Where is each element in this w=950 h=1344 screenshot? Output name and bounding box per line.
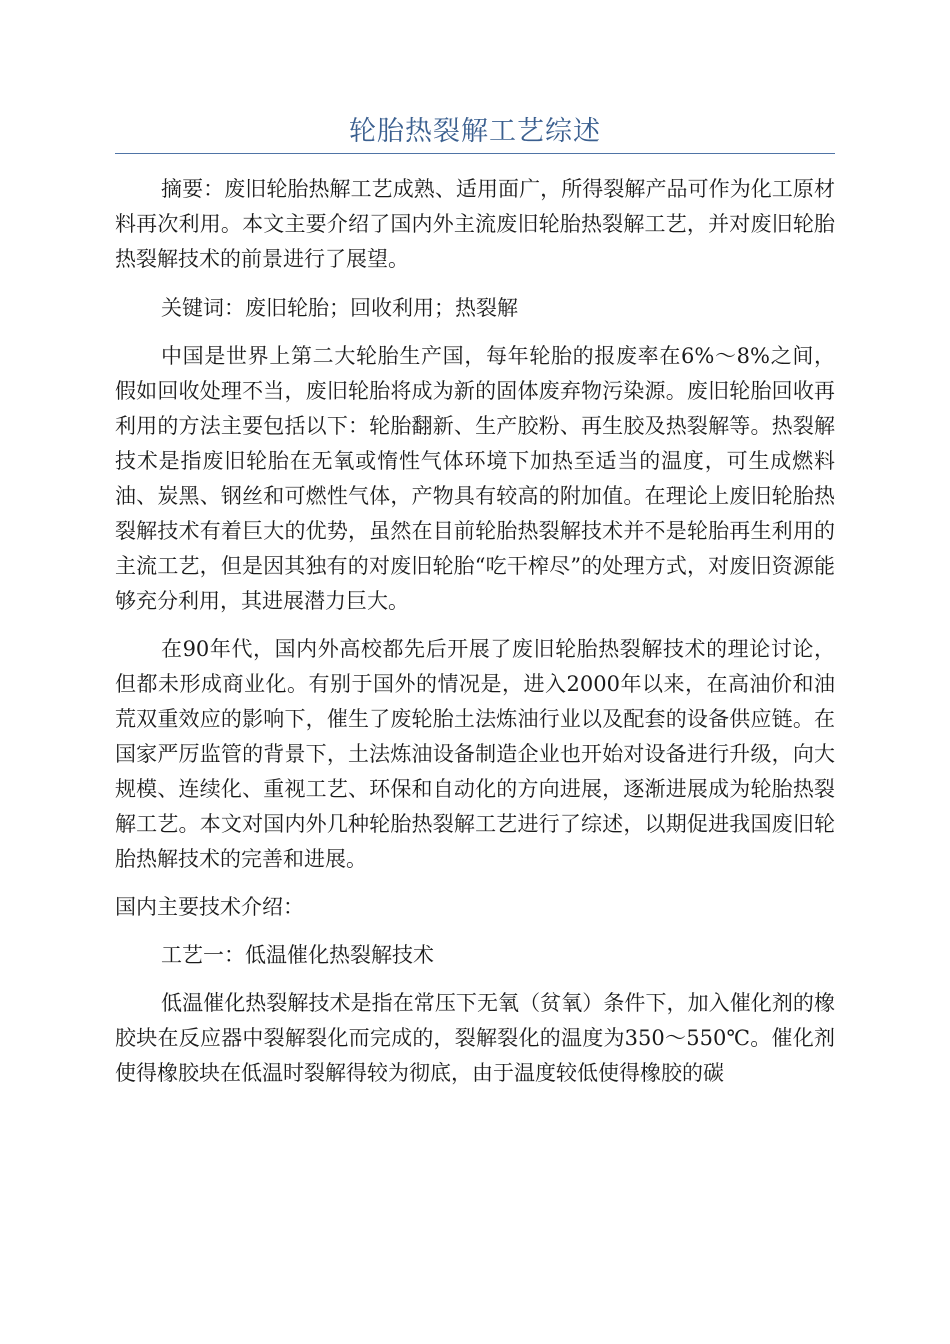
- document-title: 轮胎热裂解工艺综述: [349, 116, 601, 147]
- process-one-heading: 工艺一：低温催化热裂解技术: [161, 943, 434, 967]
- intro-paragraph: 中国是世界上第二大轮胎生产国，每年轮胎的报废率在6%～8%之间，假如回收处理不当，废旧轮胎将成为新的固体废弃物污染源。废旧轮胎回收再利用的方法主要包括以下：轮胎翻新、生产胶粉、再生胶及热裂解等。热裂解技术是指废旧轮胎在无氧或惰性气体环境下加热至适当的温度，可生成燃料油、炭黑、钢丝和可燃性气体，产物具有较高的附加值。在理论上废旧轮胎热裂解技术有着巨大的优势，虽然在目前轮胎热裂解技术并不是轮胎再生利用的主流工艺，但是因其独有的对废旧轮胎“吃干榨尽”的处理方式，对废旧资源能够充分利用，其进展潜力巨大。: [115, 344, 835, 613]
- title-underline: [115, 153, 835, 154]
- history-paragraph: 在90年代，国内外高校都先后开展了废旧轮胎热裂解技术的理论讨论，但都未形成商业化。有别于国外的情况是，进入2000年以来，在高油价和油荒双重效应的影响下，催生了废轮胎土法炼油行业以及配套的设备供应链。在国家严厉监管的背景下，土法炼油设备制造企业也开始对设备进行升级，向大规模、连续化、重视工艺、环保和自动化的方向进展，逐渐进展成为轮胎热裂解工艺。本文对国内外几种轮胎热裂解工艺进行了综述，以期促进我国废旧轮胎热解技术的完善和进展。: [115, 637, 835, 871]
- domestic-tech-heading: 国内主要技术介绍：: [115, 895, 304, 919]
- abstract-paragraph: 摘要：废旧轮胎热解工艺成熟、适用面广，所得裂解产品可作为化工原材料再次利用。本文主要介绍了国内外主流废旧轮胎热裂解工艺，并对废旧轮胎热裂解技术的前景进行了展望。: [115, 177, 835, 271]
- process-one-paragraph: 低温催化热裂解技术是指在常压下无氧（贫氧）条件下，加入催化剂的橡胶块在反应器中裂解裂化而完成的，裂解裂化的温度为350～550℃。催化剂使得橡胶块在低温时裂解得较为彻底，由于温度较低使得橡胶的碳: [115, 991, 835, 1085]
- document-body: [115, 172, 835, 1103]
- keywords-paragraph: 关键词：废旧轮胎；回收利用；热裂解: [161, 296, 518, 320]
